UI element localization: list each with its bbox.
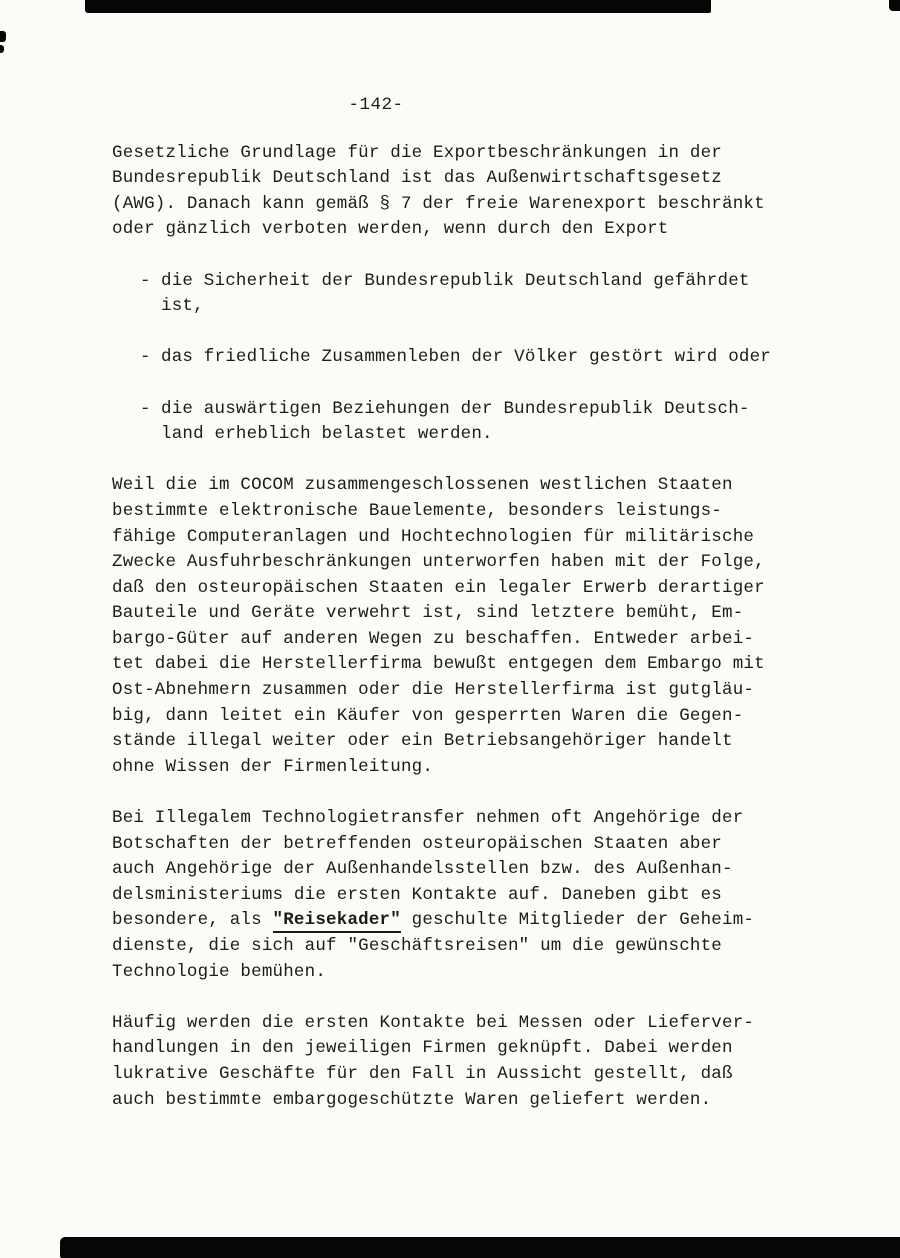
text-line: das friedliche Zusammenleben der Völker gestört wird oder [161,347,771,368]
list-dash: - [140,270,151,291]
text-line: lukrative Geschäfte für den Fall in Aussicht gestellt, daß [112,1063,733,1084]
text-line: delsministeriums die ersten Kontakte auf. Daneben gibt es [112,884,722,905]
text-line: auch bestimmte embargogeschützte Waren geliefert werden. [112,1089,712,1110]
paragraph [112,1011,820,1113]
text-line: fähige Computeranlagen und Hochtechnologien für militärische [112,526,755,547]
text-line: (AWG). Danach kann gemäß § 7 der freie Warenexport beschränkt [112,193,765,214]
list-dash: - [140,398,151,419]
text-line: ist, [161,296,204,317]
list-item [140,397,820,448]
scan-artifact-top-bar [85,0,711,13]
text-segment: besondere, als [112,910,273,931]
list-item-lines [161,397,750,448]
text-line: die auswärtigen Beziehungen der Bundesrepublik Deutsch- [161,398,750,419]
text-line: Bei Illegalem Technologietransfer nehmen oft Angehörige der [112,808,744,829]
scan-artifact-left-mark [0,45,4,53]
text-line: Botschaften der betreffenden osteuropäischen Staaten aber [112,833,722,854]
text-line: land erheblich belastet werden. [161,424,493,445]
paragraph [112,473,820,780]
text-line: daß den osteuropäischen Staaten ein legaler Erwerb derartiger [112,577,765,598]
list-item-lines [161,269,750,320]
list-item [140,269,820,320]
paragraph [112,141,820,243]
text-segment: geschulte Mitglieder der Geheim- [400,910,755,931]
text-line: stände illegal weiter oder ein Betriebsangehöriger handelt [112,731,733,752]
list-item [140,345,820,371]
text-line: die Sicherheit der Bundesrepublik Deutschland gefährdet [161,270,750,291]
text-line: handlungen in den jeweiligen Firmen geknüpft. Dabei werden [112,1038,733,1059]
text-line: dienste, die sich auf "Geschäftsreisen" um die gewünschte [112,936,722,956]
text-line: oder gänzlich verboten werden, wenn durch den Export [112,219,669,240]
text-line: Ost-Abnehmern zusammen oder die Herstellerfirma ist gutgläu- [112,680,755,701]
list-item-lines [161,345,771,371]
text-line: Weil die im COCOM zusammengeschlossenen westlichen Staaten [112,475,733,496]
scan-artifact-corner-mark [889,0,900,11]
text-line: Bundesrepublik Deutschland ist das Außenwirtschaftsgesetz [112,168,722,189]
text-line: bestimmte elektronische Bauelemente, besonders leistungs- [112,500,722,521]
scan-artifact-left-mark [0,31,6,42]
list-dash: - [140,347,151,368]
text-line: auch Angehörige der Außenhandelsstellen bzw. des Außenhan- [112,859,733,880]
text-line [112,908,820,934]
text-line: Bauteile und Geräte verwehrt ist, sind letztere bemüht, Em- [112,603,744,624]
page-number: -142- [348,95,404,115]
text-line: Technologie bemühen. [112,961,327,982]
text-line: Häufig werden die ersten Kontakte bei Messen oder Lieferver- [112,1012,755,1033]
underlined-term: "Reisekader" [273,910,401,933]
text-line: big, dann leitet ein Käufer von gesperrten Waren die Gegen- [112,705,744,726]
scan-artifact-bottom-bar [60,1237,900,1258]
text-line: ohne Wissen der Firmenleitung. [112,756,434,777]
text-line: Zwecke Ausfuhrbeschränkungen unterworfen haben mit der Folge, [112,552,765,573]
text-line: Gesetzliche Grundlage für die Exportbeschränkungen in der [112,142,722,163]
bullet-list [112,269,820,448]
text-line: tet dabei die Herstellerfirma bewußt entgegen dem Embargo mit [112,654,765,675]
text-line: bargo-Güter auf anderen Wegen zu beschaffen. Entweder arbei- [112,628,755,649]
paragraph [112,806,820,985]
document-content [0,141,900,1114]
